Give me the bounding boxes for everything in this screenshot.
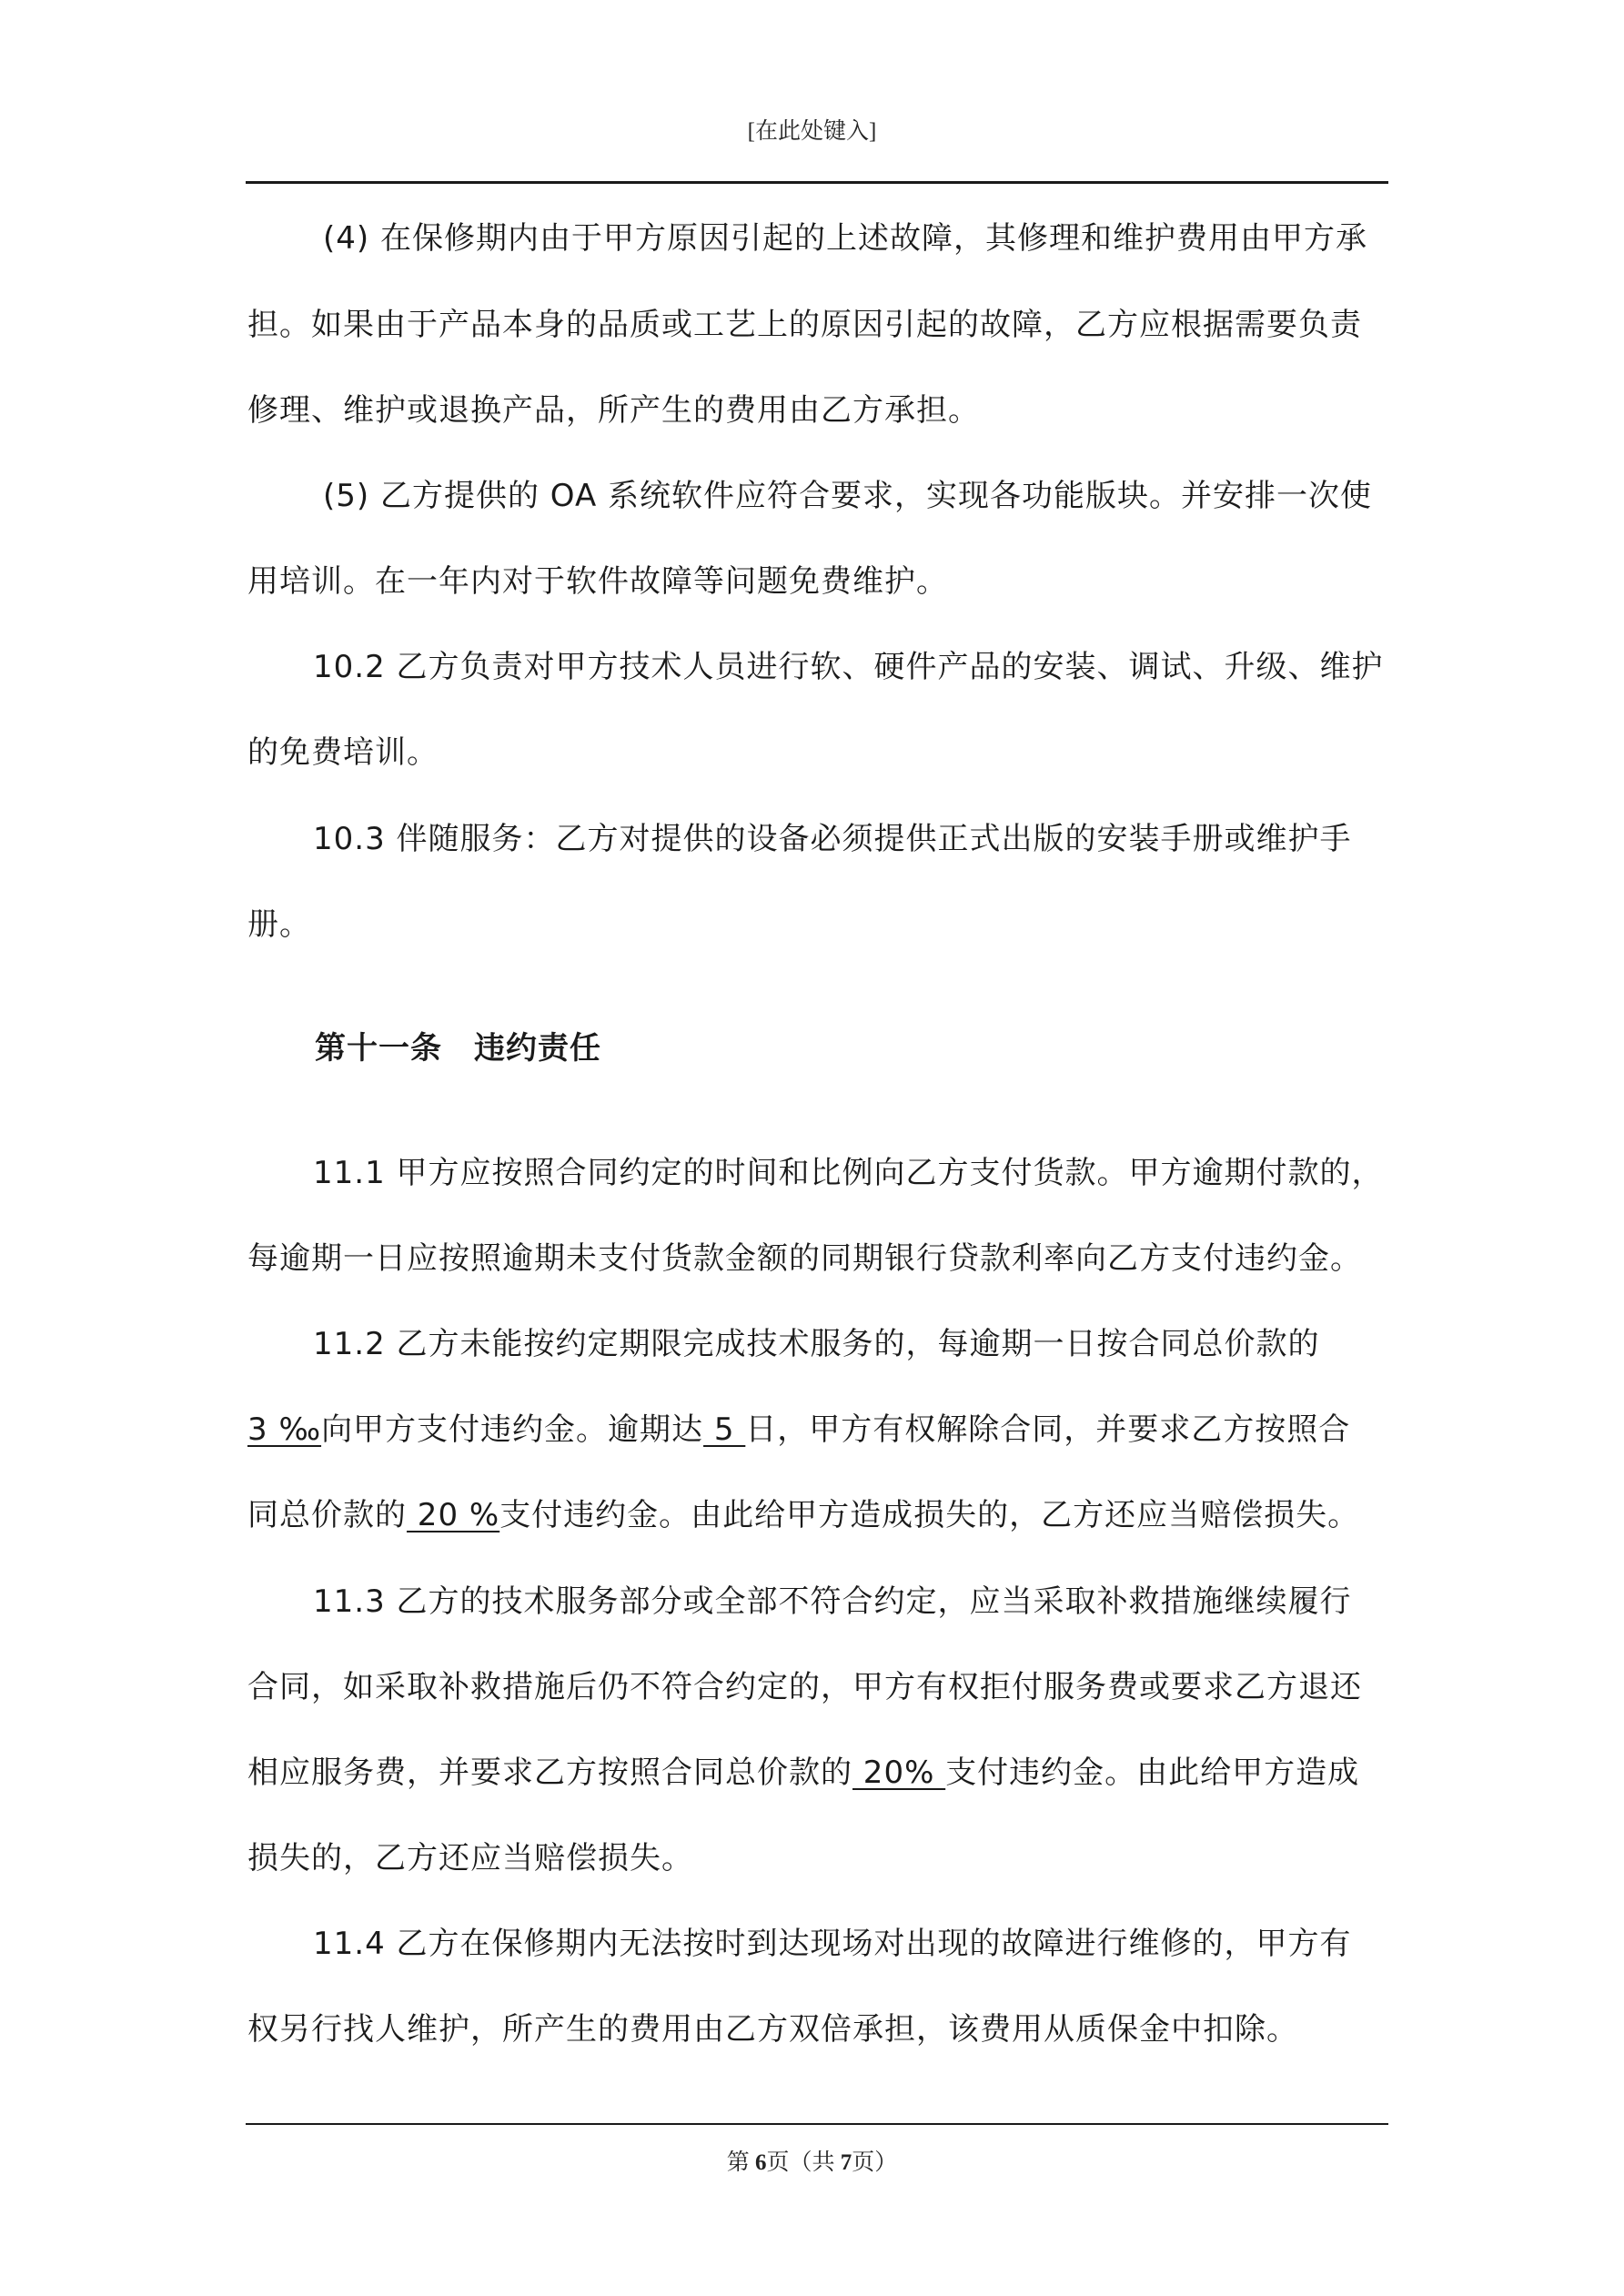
- clause-11-3-line-4: 损失的，乙方还应当赔偿损失。: [247, 1840, 693, 1876]
- clause-11-3-line-3-text-b: 支付违约金。由此给甲方造成: [945, 1755, 1360, 1791]
- penalty-rate-blank: 3 ‰: [247, 1411, 322, 1448]
- page-header: [在此处键入]: [747, 119, 877, 144]
- footer-total-pages: 7: [840, 2150, 852, 2175]
- footer-rule: [246, 2123, 1388, 2125]
- clause-4-line-1: (4) 在保修期内由于甲方原因引起的上述故障，其修理和维护费用由甲方承: [323, 220, 1367, 257]
- footer-middle: 页（共: [766, 2150, 841, 2175]
- clause-11-4-line-2: 权另行找人维护，所产生的费用由乙方双倍承担，该费用从质保金中扣除。: [247, 2011, 1298, 2048]
- clause-4-line-3: 修理、维护或退换产品，所产生的费用由乙方承担。: [247, 392, 980, 429]
- clause-11-4-line-1: 11.4 乙方在保修期内无法按时到达现场对出现的故障进行维修的，甲方有: [313, 1926, 1352, 1962]
- clause-11-2-line-3-text-b: 支付违约金。由此给甲方造成损失的，乙方还应当赔偿损失。: [499, 1497, 1360, 1533]
- clause-4-line-2: 担。如果由于产品本身的品质或工艺上的原因引起的故障，乙方应根据需要负责: [247, 307, 1362, 343]
- overdue-days-blank: 5: [703, 1411, 746, 1448]
- clause-11-1-line-1: 11.1 甲方应按照合同约定的时间和比例向乙方支付货款。甲方逾期付款的，: [313, 1155, 1384, 1191]
- penalty-percent-blank-2: 20%: [852, 1755, 946, 1791]
- clause-11-3-line-2: 合同，如采取补救措施后仍不符合约定的，甲方有权拒付服务费或要求乙方退还: [247, 1669, 1362, 1705]
- clause-10-3-line-2: 册。: [247, 906, 311, 943]
- clause-11-2-line-1: 11.2 乙方未能按约定期限完成技术服务的，每逾期一日按合同总价款的: [313, 1326, 1320, 1362]
- clause-11-1-line-2: 每逾期一日应按照逾期未支付货款金额的同期银行贷款利率向乙方支付违约金。: [247, 1240, 1362, 1277]
- clause-5-line-1: (5) 乙方提供的 OA 系统软件应符合要求，实现各功能版块。并安排一次使: [323, 478, 1373, 514]
- clause-11-3-line-3: [247, 1755, 1359, 1791]
- clause-11-2-line-2-text-a: 向甲方支付违约金。逾期达: [321, 1411, 704, 1448]
- clause-11-2-line-3: [247, 1497, 1359, 1533]
- footer-prefix: 第: [726, 2150, 755, 2175]
- clause-5-line-2: 用培训。在一年内对于软件故障等问题免费维护。: [247, 563, 948, 600]
- page-footer: [0, 2144, 1624, 2177]
- clause-11-3-line-3-text-a: 相应服务费，并要求乙方按照合同总价款的: [247, 1755, 852, 1791]
- clause-10-3-line-1: 10.3 伴随服务：乙方对提供的设备必须提供正式出版的安装手册或维护手: [313, 821, 1352, 857]
- clause-10-2-line-1: 10.2 乙方负责对甲方技术人员进行软、硬件产品的安装、调试、升级、维护: [313, 649, 1384, 685]
- clause-11-2-line-3-text-a: 同总价款的: [247, 1497, 407, 1533]
- footer-suffix: 页）: [852, 2150, 898, 2175]
- clause-11-2-line-2-text-b: 日，甲方有权解除合同，并要求乙方按照合: [745, 1411, 1351, 1448]
- clause-11-3-line-1: 11.3 乙方的技术服务部分或全部不符合约定，应当采取补救措施继续履行: [313, 1583, 1352, 1620]
- clause-11-2-line-2: [247, 1411, 1350, 1448]
- article-11-heading: 第十一条 违约责任: [315, 1030, 601, 1067]
- penalty-percent-blank: 20 %: [407, 1497, 500, 1533]
- footer-page-number: 6: [754, 2150, 767, 2175]
- clause-10-2-line-2: 的免费培训。: [247, 734, 439, 771]
- header-rule: [246, 181, 1388, 184]
